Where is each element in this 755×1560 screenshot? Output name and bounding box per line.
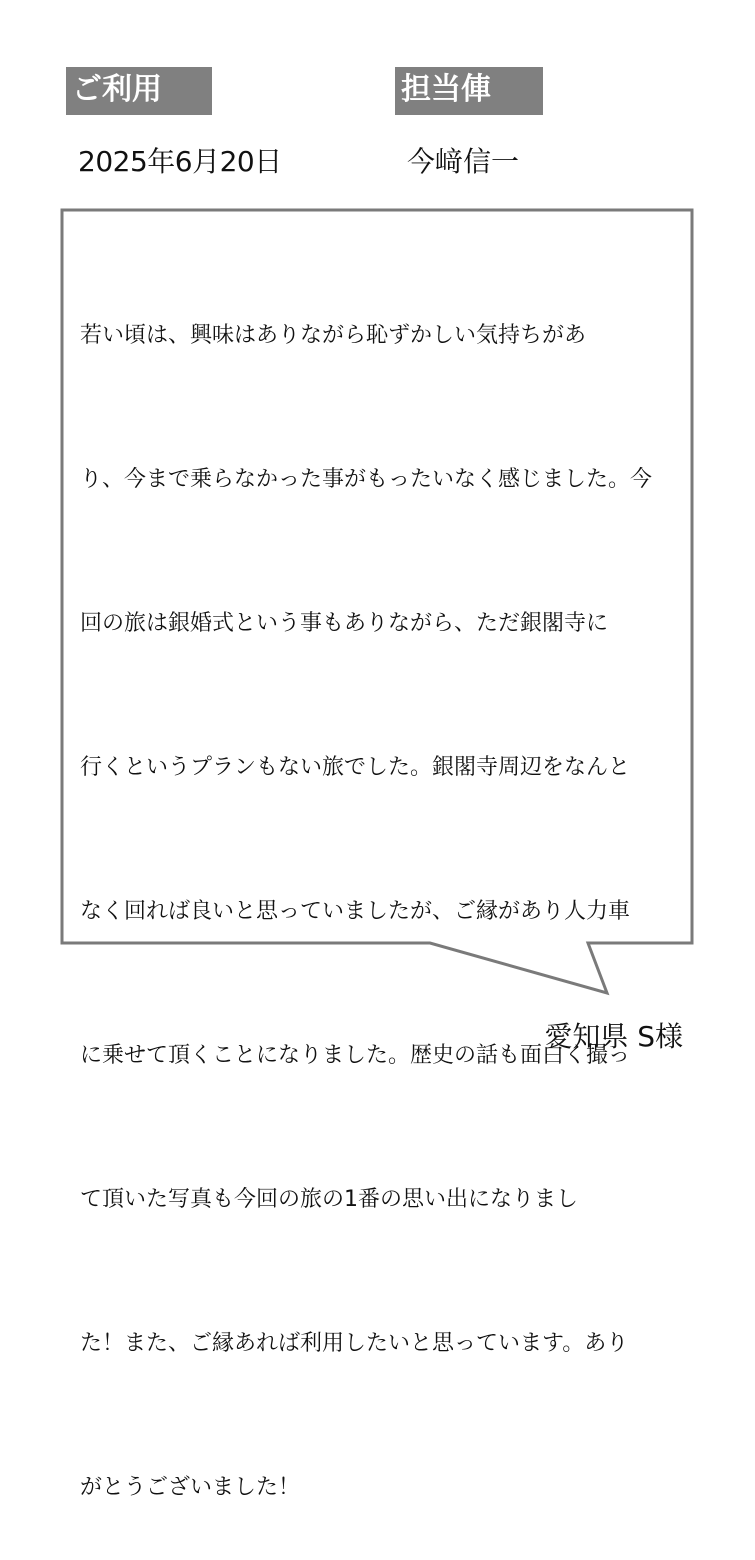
comment-line: り、今まで乗らなかった事がもったいなく感じました。今 [80, 467, 653, 492]
customer-comment [80, 216, 692, 1560]
comment-line: に乗せて頂くことになりました。歴史の話も面白く撮っ [80, 1043, 631, 1068]
comment-line: た！また、ご縁あれば利用したいと思っています。あり [80, 1331, 629, 1356]
label-driver-text: 担当俥 [401, 72, 491, 107]
label-usage-date-text: ご利用 [72, 72, 162, 107]
comment-line: 行くというプランもない旅でした。銀閣寺周辺をなんと [80, 755, 631, 780]
comment-line: なく回れば良いと思っていましたが、ご縁があり人力車 [80, 899, 631, 924]
comment-line: て頂いた写真も今回の旅の1番の思い出になりまし [80, 1187, 578, 1212]
comment-line: 回の旅は銀婚式という事もありながら、ただ銀閣寺に [80, 611, 609, 636]
customer-signature: 愛知県 S様 [544, 1020, 683, 1053]
driver-name-value: 今﨑信一 [407, 145, 520, 178]
comment-line: がとうございました！ [80, 1475, 301, 1500]
comment-line: 若い頃は、興味はありながら恥ずかしい気持ちがあ [80, 323, 587, 348]
usage-date-value: 2025年6月20日 [78, 145, 282, 178]
